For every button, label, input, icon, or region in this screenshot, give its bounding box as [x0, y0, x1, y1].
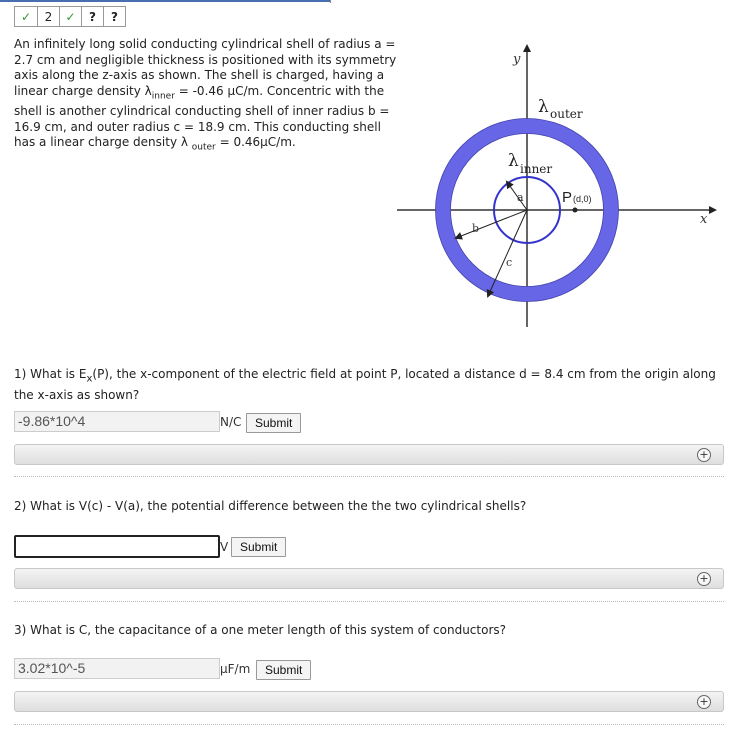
lambda-inner-sub: inner	[520, 162, 553, 176]
q2-submit-button[interactable]: Submit	[231, 537, 286, 557]
status-cell-5-question[interactable]: ?	[103, 7, 125, 26]
label-c: c	[506, 256, 513, 269]
q3-answer-input[interactable]: 3.02*10^-5	[14, 658, 220, 679]
q2-expand-plus-icon[interactable]: +	[697, 572, 711, 586]
problem-statement	[14, 37, 398, 156]
q2-help-bar[interactable]	[14, 568, 724, 589]
label-b: b	[472, 222, 480, 235]
problem-text-1: An infinitely long solid conducting cylindrical shell of radius a = 2.7 cm and negligible thickness is positioned with its symmetry axis along the z-axis as shown. The shell is charged, having a linear charge density λ	[14, 37, 397, 98]
problem-sub-outer: outer	[191, 142, 216, 153]
cylinder-diagram	[395, 38, 725, 330]
status-cell-3-check-icon[interactable]: ✓	[59, 7, 81, 26]
q3-submit-button[interactable]: Submit	[256, 660, 311, 680]
q3-unit: μF/m	[220, 662, 251, 676]
question-3-text: 3) What is C, the capacitance of a one meter length of this system of conductors?	[14, 623, 507, 637]
q1-text-post: (P), the x-component of the electric field at point P, located a distance d = 8.4 cm from the origin along the x-axis as shown?	[14, 367, 716, 403]
x-axis-label: x	[700, 212, 708, 227]
q3-expand-plus-icon[interactable]: +	[697, 695, 711, 709]
q2-answer-input[interactable]	[14, 535, 220, 558]
q2-divider	[14, 601, 724, 602]
problem-text-3: = 0.46μC/m.	[215, 135, 296, 150]
q3-divider	[14, 724, 724, 725]
status-cell-4-question[interactable]: ?	[81, 7, 103, 26]
label-a: a	[517, 191, 524, 204]
q1-expand-plus-icon[interactable]: +	[697, 448, 711, 462]
problem-sub-inner: inner	[151, 90, 175, 101]
status-bar	[14, 6, 126, 27]
point-p-sub: (d,0)	[573, 194, 592, 204]
point-p-dot	[573, 208, 578, 213]
q1-help-bar[interactable]	[14, 444, 724, 465]
q1-text-sub: x	[86, 373, 93, 385]
q1-submit-button[interactable]: Submit	[246, 413, 301, 433]
q2-unit: V	[220, 540, 229, 554]
q1-answer-input[interactable]: -9.86*10^4	[14, 411, 220, 432]
q1-text-pre: 1) What is E	[14, 367, 87, 381]
q3-help-bar[interactable]	[14, 691, 724, 712]
q1-unit: N/C	[220, 415, 242, 429]
status-cell-1-check-icon[interactable]: ✓	[20, 9, 32, 24]
status-cell-2[interactable]: 2	[37, 7, 59, 26]
lambda-outer-sub: outer	[550, 107, 583, 121]
problem-text-2: = -0.46 μC/m. Concentric with the shell is another cylindrical conducting shell of inner radius b = 16.9 cm, and outer radius c = 18.9 cm. This conducting shell has a linear charge density λ	[14, 83, 390, 150]
y-axis-label: y	[513, 52, 521, 67]
lambda-inner-symbol: λ	[508, 151, 519, 171]
q1-divider	[14, 476, 724, 477]
question-2-text: 2) What is V(c) - V(a), the potential difference between the the two cylindrical shells?	[14, 499, 527, 513]
question-1-text	[14, 366, 729, 404]
lambda-outer-symbol: λ	[538, 97, 549, 117]
top-border	[0, 0, 330, 2]
point-p-label: P	[562, 189, 573, 206]
top-border-tick	[330, 0, 331, 3]
